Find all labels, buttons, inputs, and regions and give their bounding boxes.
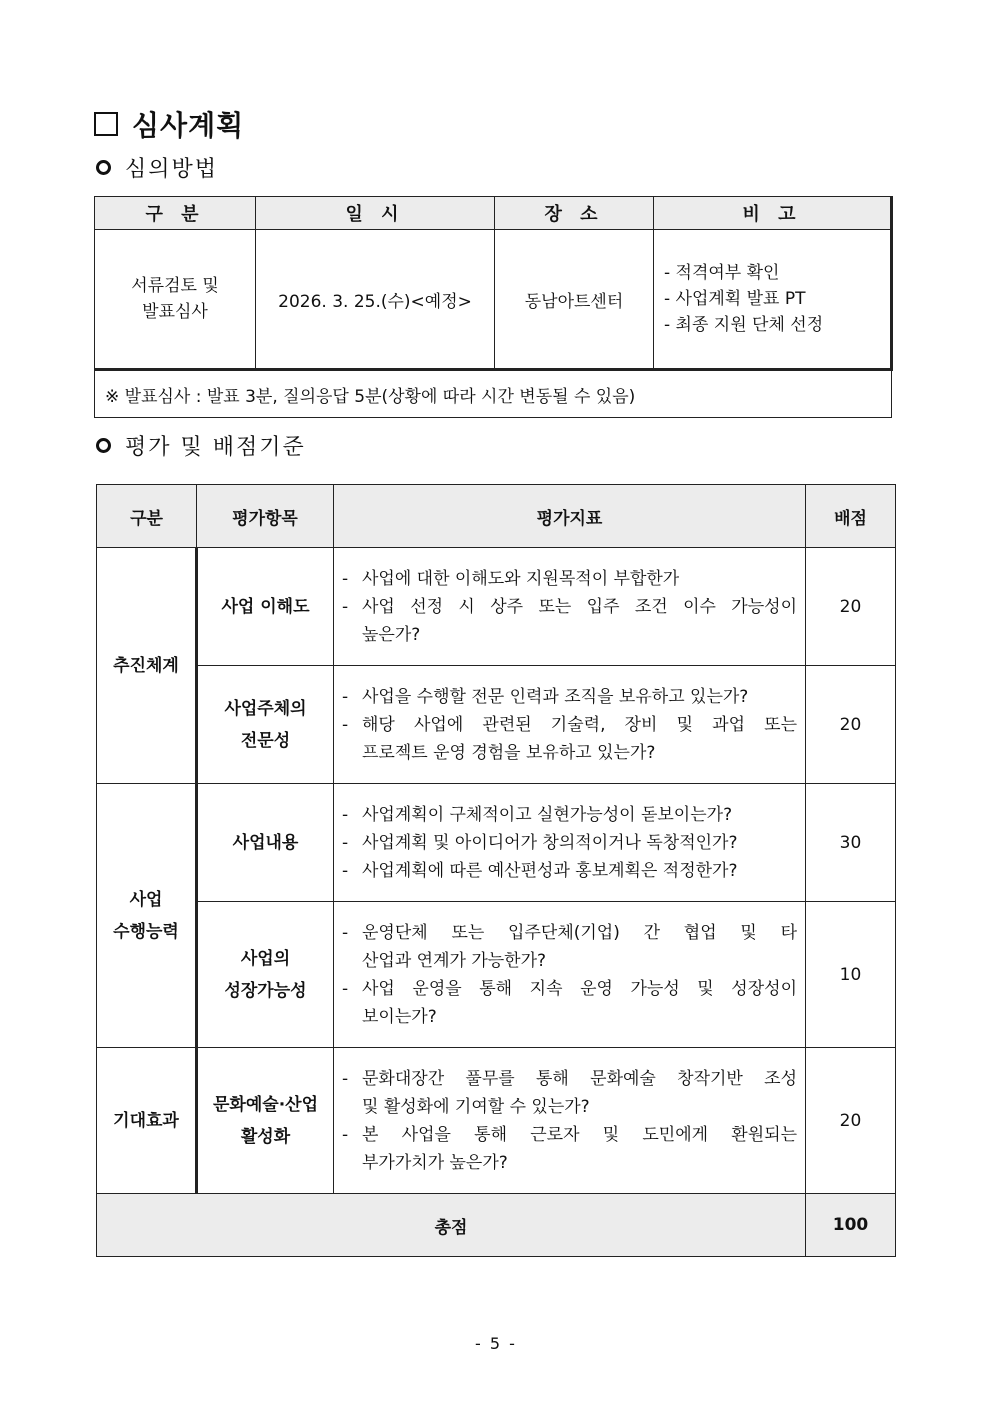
category-cell: 사업 수행능력: [97, 784, 197, 1048]
category-cell: 기대효과: [97, 1048, 197, 1194]
score-cell: 30: [806, 784, 896, 902]
header-category: 구 분: [95, 197, 256, 230]
circle-bullet-icon: [96, 160, 111, 175]
subsection-heading-2: [96, 430, 306, 460]
review-method-table: [94, 196, 893, 418]
notes-cell: [654, 230, 892, 370]
subsection-heading-1: [96, 152, 218, 182]
score-cell: 20: [806, 548, 896, 666]
item-cell: 사업의 성장가능성: [197, 902, 334, 1048]
category-cell: 추진체계: [97, 548, 197, 784]
item-cell: 사업내용: [197, 784, 334, 902]
method-category-cell: 서류검토 및 발표심사: [95, 230, 256, 370]
evaluation-criteria-table: [96, 484, 896, 1257]
location-cell: 동남아트센터: [495, 230, 654, 370]
header-score: 배점: [806, 485, 896, 548]
item-cell: 문화예술·산업 활성화: [197, 1048, 334, 1194]
indicator-cell: - 문화대장간 풀무를 통해 문화예술 창작기반 조성 및 활성화에 기여할 수 있는가? - 본 사업을 통해 근로자 및 도민에게 환원되는 부가가치가 높은가?: [334, 1048, 806, 1194]
item-cell: 사업주체의 전문성: [197, 666, 334, 784]
header-indicator: 평가지표: [334, 485, 806, 548]
header-location: 장 소: [495, 197, 654, 230]
indicator-cell: - 운영단체 또는 입주단체(기업) 간 협업 및 타 산업과 연계가 가능한가? - 사업 운영을 통해 지속 운영 가능성 및 성장성이 보이는가?: [334, 902, 806, 1048]
indicator-cell: - 사업을 수행할 전문 인력과 조직을 보유하고 있는가? - 해당 사업에 관련된 기술력, 장비 및 과업 또는 프로젝트 운영 경험을 보유하고 있는가?: [334, 666, 806, 784]
section-title: 심사계획: [132, 109, 245, 142]
note-line: - 최종 지원 단체 선정: [664, 315, 824, 335]
total-score: 100: [806, 1194, 896, 1257]
note-line: - 사업계획 발표 PT: [664, 289, 806, 309]
subsection-title-1: 심의방법: [125, 156, 219, 182]
header-category: 구분: [97, 485, 197, 548]
total-label: 총점: [97, 1194, 806, 1257]
square-bullet-icon: [94, 112, 118, 136]
page-number: - 5 -: [475, 1334, 517, 1353]
subsection-title-2: 평가 및 배점기준: [125, 434, 306, 460]
score-cell: 20: [806, 1048, 896, 1194]
note-line: - 적격여부 확인: [664, 263, 780, 283]
header-datetime: 일 시: [256, 197, 495, 230]
footnote: ※ 발표심사 : 발표 3분, 질의응답 5분(상황에 따라 시간 변동될 수 있음): [95, 370, 892, 418]
datetime-cell: 2026. 3. 25.(수)<예정>: [256, 230, 495, 370]
score-cell: 20: [806, 666, 896, 784]
header-item: 평가항목: [197, 485, 334, 548]
circle-bullet-icon: [96, 438, 111, 453]
indicator-cell: - 사업계획이 구체적이고 실현가능성이 돋보이는가? - 사업계획 및 아이디어가 창의적이거나 독창적인가? - 사업계획에 따른 예산편성과 홍보계획은 적정한가?: [334, 784, 806, 902]
header-notes: 비 고: [654, 197, 892, 230]
indicator-cell: - 사업에 대한 이해도와 지원목적이 부합한가 - 사업 선정 시 상주 또는 입주 조건 이수 가능성이 높은가?: [334, 548, 806, 666]
section-heading: [94, 104, 244, 144]
score-cell: 10: [806, 902, 896, 1048]
item-cell: 사업 이해도: [197, 548, 334, 666]
